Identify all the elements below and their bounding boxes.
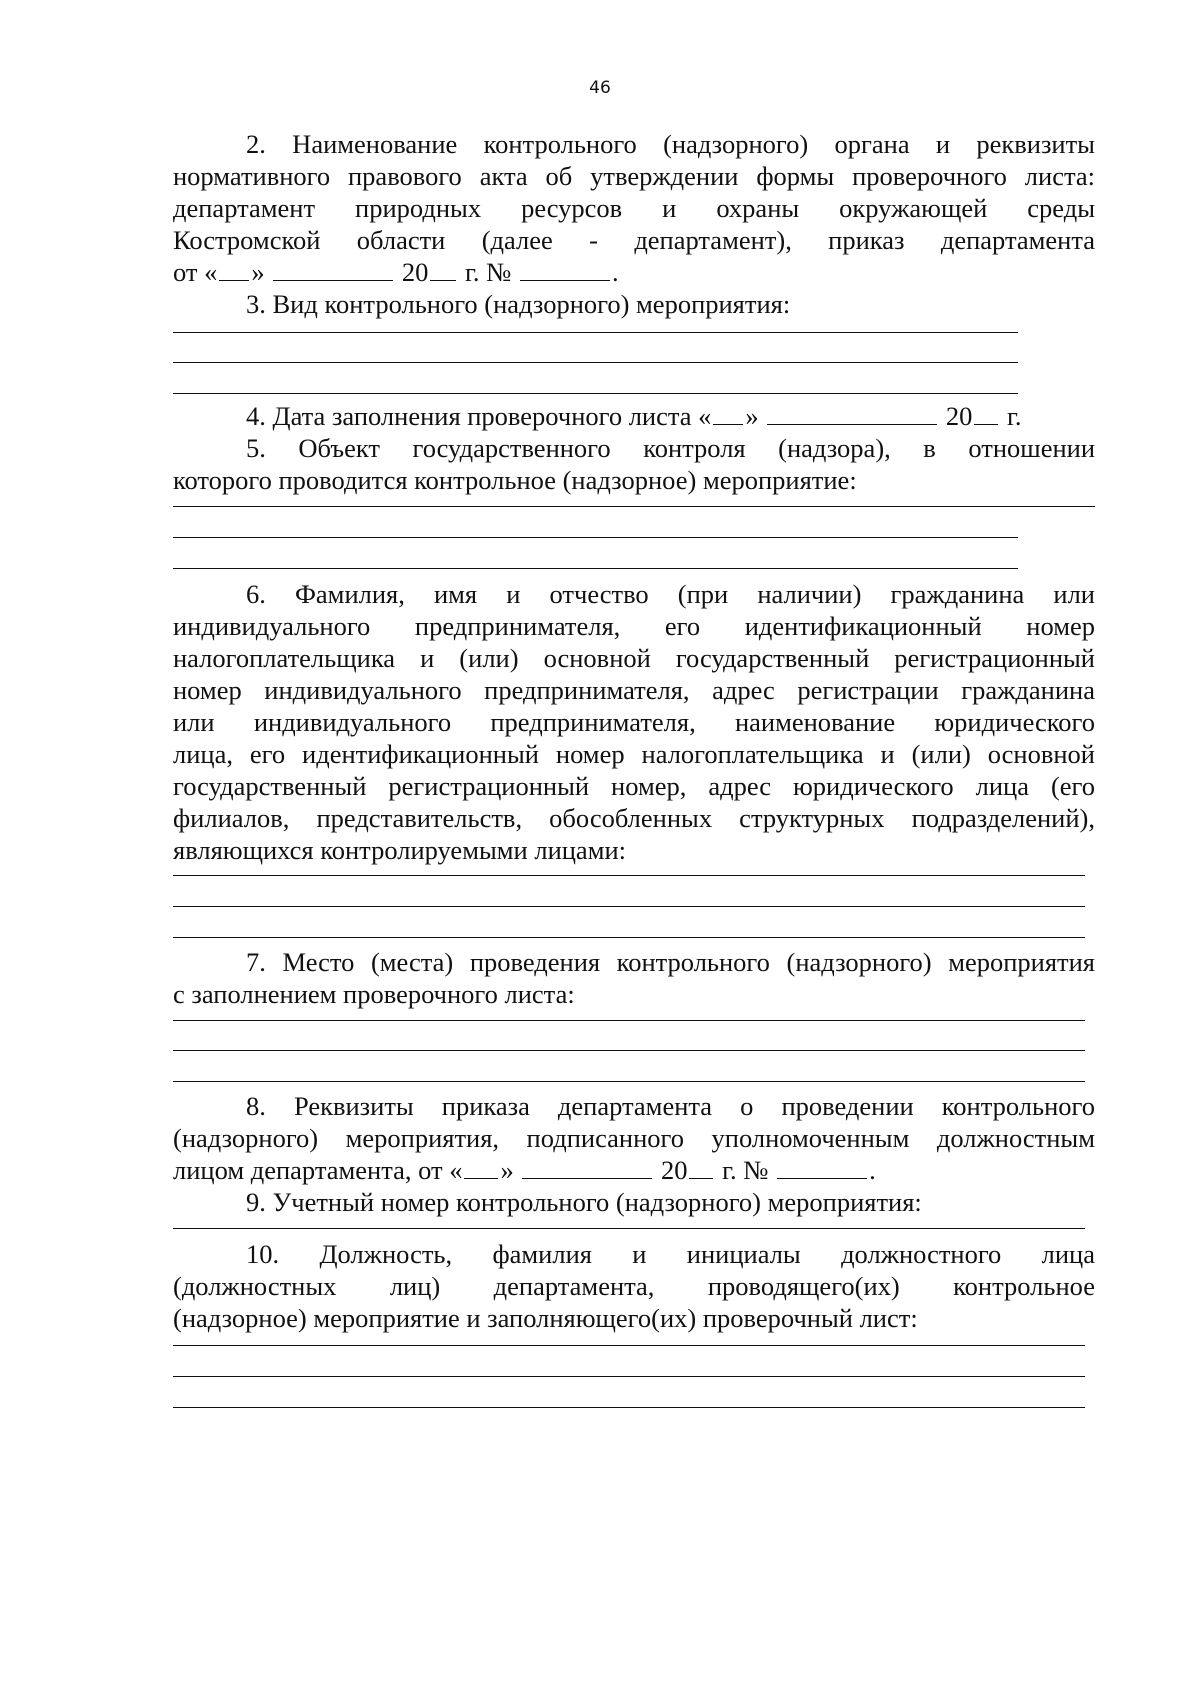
s2-number-label: г. № — [464, 257, 512, 287]
s2-line-2: нормативного правового акта об утверждении формы проверочного листа: — [173, 161, 1095, 191]
s6-line-9: являющихся контролируемыми лицами: — [173, 835, 627, 865]
s4-year-suffix: г. — [1007, 401, 1022, 431]
s9-fill-line-1 — [173, 1228, 1085, 1229]
s3-fill-line-3 — [173, 393, 1018, 394]
s5-fill-line-3 — [173, 568, 1018, 569]
s2-number-blank — [520, 258, 610, 281]
s7-fill-line-1 — [173, 1020, 1085, 1021]
s6-fill-line-2 — [173, 906, 1085, 907]
s2-line-5 — [173, 256, 1095, 288]
s7-line-1: 7. Место (места) проведения контрольного (надзорного) мероприятия — [246, 947, 1095, 977]
s10-line-2: (должностных лиц) департамента, проводящего(их) контрольное — [173, 1271, 1095, 1301]
s2-date-close: » — [251, 257, 265, 287]
s8-number-blank — [777, 1156, 867, 1179]
s10-line-3: (надзорное) мероприятие и заполняющего(их) проверочный лист: — [173, 1303, 918, 1333]
s4-date-close: » — [745, 401, 759, 431]
s2-line-1: 2. Наименование контрольного (надзорного) органа и реквизиты — [246, 129, 1095, 159]
s6-line-8: филиалов, представительств, обособленных структурных подразделений), — [173, 803, 1095, 833]
s8-year-blank — [689, 1156, 713, 1179]
s4-day-blank — [713, 402, 743, 425]
s8-month-blank — [522, 1156, 652, 1179]
s10-fill-line-1 — [173, 1345, 1085, 1346]
s6-line-5: или индивидуального предпринимателя, наименование юридического — [173, 707, 1095, 737]
s3-fill-line-1 — [173, 332, 1018, 333]
s10-fill-line-3 — [173, 1407, 1085, 1408]
s6-line-3: налогоплательщика и (или) основной государственный регистрационный — [173, 643, 1095, 673]
s6-line-7: государственный регистрационный номер, адрес юридического лица (его — [173, 771, 1095, 801]
s6-fill-line-1 — [173, 875, 1085, 876]
s2-line-3: департамент природных ресурсов и охраны окружающей среды — [173, 193, 1095, 223]
s2-year-blank — [430, 258, 456, 281]
s6-fill-line-3 — [173, 937, 1085, 938]
s4-month-blank — [767, 402, 937, 425]
s6-line-6: лица, его идентификационный номер налогоплательщика и (или) основной — [173, 739, 1095, 769]
s4-year-blank — [974, 402, 998, 425]
s3-fill-line-2 — [173, 362, 1018, 363]
s2-line-4: Костромской области (далее - департамент), приказ департамента — [173, 225, 1095, 255]
s8-period: . — [869, 1155, 876, 1185]
s2-day-blank — [219, 258, 249, 281]
s2-period: . — [612, 257, 619, 287]
s8-line-2: (надзорного) мероприятия, подписанного уполномоченным должностным — [173, 1123, 1095, 1153]
s9-line-1: 9. Учетный номер контрольного (надзорного) мероприятия: — [246, 1187, 922, 1217]
s8-label: лицом департамента, от « — [173, 1155, 463, 1185]
s7-line-2: с заполнением проверочного листа: — [173, 979, 575, 1009]
s4-line-1 — [173, 400, 1095, 432]
s7-fill-line-3 — [173, 1081, 1085, 1082]
s3-line-1: 3. Вид контрольного (надзорного) мероприятия: — [246, 289, 791, 319]
s6-line-4: номер индивидуального предпринимателя, адрес регистрации гражданина — [173, 675, 1095, 705]
s6-line-2: индивидуального предпринимателя, его идентификационный номер — [173, 611, 1095, 641]
s8-line-3 — [173, 1154, 1095, 1186]
page-number: 46 — [589, 78, 611, 98]
s4-label: 4. Дата заполнения проверочного листа « — [246, 401, 712, 431]
s2-date-open: от « — [173, 257, 218, 287]
s7-fill-line-2 — [173, 1050, 1085, 1051]
s10-fill-line-2 — [173, 1376, 1085, 1377]
s5-fill-line-1 — [173, 506, 1095, 507]
s5-line-2: которого проводится контрольное (надзорное) мероприятие: — [173, 465, 857, 495]
s2-month-blank — [273, 258, 393, 281]
s5-line-1: 5. Объект государственного контроля (надзора), в отношении — [246, 433, 1095, 463]
s8-year-prefix: 20 — [660, 1155, 688, 1185]
s6-line-1: 6. Фамилия, имя и отчество (при наличии) гражданина или — [246, 579, 1095, 609]
s8-line-1: 8. Реквизиты приказа департамента о проведении контрольного — [246, 1091, 1095, 1121]
s8-date-close: » — [500, 1155, 514, 1185]
s2-year-prefix: 20 — [401, 257, 429, 287]
s4-year-prefix: 20 — [945, 401, 973, 431]
s8-day-blank — [464, 1156, 498, 1179]
s5-fill-line-2 — [173, 537, 1018, 538]
s10-line-1: 10. Должность, фамилия и инициалы должностного лица — [246, 1239, 1095, 1269]
s8-number-label: г. № — [722, 1155, 769, 1185]
